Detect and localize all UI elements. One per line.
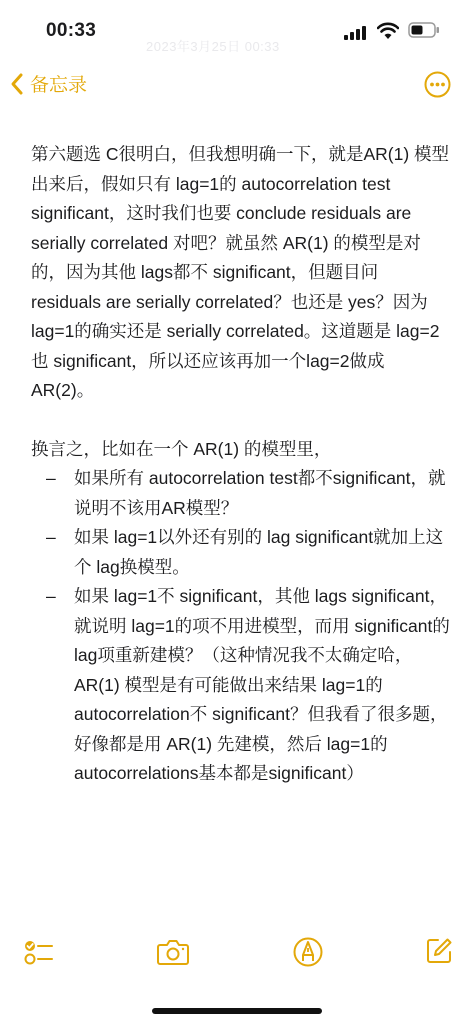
faded-date-text: 2023年3月25日 00:33 [146, 39, 280, 54]
list-item [31, 523, 451, 582]
list-item-text: 如果所有 autocorrelation test都不significant，就说明不该用AR模型？ [74, 468, 446, 518]
nav-bar [0, 64, 474, 104]
chevron-left-icon [10, 72, 24, 96]
checklist-icon[interactable] [22, 936, 54, 968]
home-indicator[interactable] [152, 1008, 322, 1014]
bottom-toolbar [0, 936, 474, 976]
cellular-signal-icon [344, 26, 368, 40]
note-bullet-list [31, 464, 451, 789]
bullet-marker: – [46, 586, 56, 606]
note-paragraph: 换言之，比如在一个 AR(1) 的模型里， [31, 438, 332, 459]
list-item-text: 如果 lag=1不 significant，其他 lags significant，就说明 lag=1的项不用进模型，而用 significant的 lag项重新建模？（这种情况我不太确定哈，AR(1) 模型是有可能做出来结果 lag=1的 autocorrelation不 significant？但我看了很多题，好像都是用 AR(1) 先建模，然后 lag=1的 autocorrelations基本都是significant） [74, 586, 450, 783]
compose-icon[interactable] [424, 936, 454, 966]
paragraph-spacer [31, 406, 451, 435]
bullet-marker: – [46, 468, 56, 488]
more-options-icon[interactable] [424, 71, 451, 98]
markup-pen-icon[interactable] [292, 936, 324, 968]
bullet-marker: – [46, 527, 56, 547]
note-paragraph: 第六题选 C很明白，但我想明确一下，就是AR(1) 模型出来后，假如只有 lag=1的 autocorrelation test significant，这时我们也要 conclude residuals are serially correlated 对吧？就虽然 AR(1) 的模型是对的，因为其他 lags都不 significant，但题目问 residuals are serially correlated？也还是 yes？因为lag=1的确实还是 serially correlated。这道题是 lag=2也 significant，所以还应该再加一个lag=2做成 AR(2)。 [31, 144, 450, 400]
wifi-icon [377, 22, 399, 40]
camera-icon[interactable] [156, 936, 190, 968]
list-item [31, 582, 451, 789]
status-time: 00:33 [46, 20, 97, 41]
back-button[interactable] [10, 70, 87, 97]
note-body[interactable] [31, 140, 451, 789]
status-bar [0, 0, 474, 60]
back-button-label: 备忘录 [30, 75, 88, 96]
list-item-text: 如果 lag=1以外还有别的 lag significant就加上这个 lag换模型。 [74, 527, 444, 577]
list-item [31, 464, 451, 523]
battery-icon [408, 22, 440, 38]
